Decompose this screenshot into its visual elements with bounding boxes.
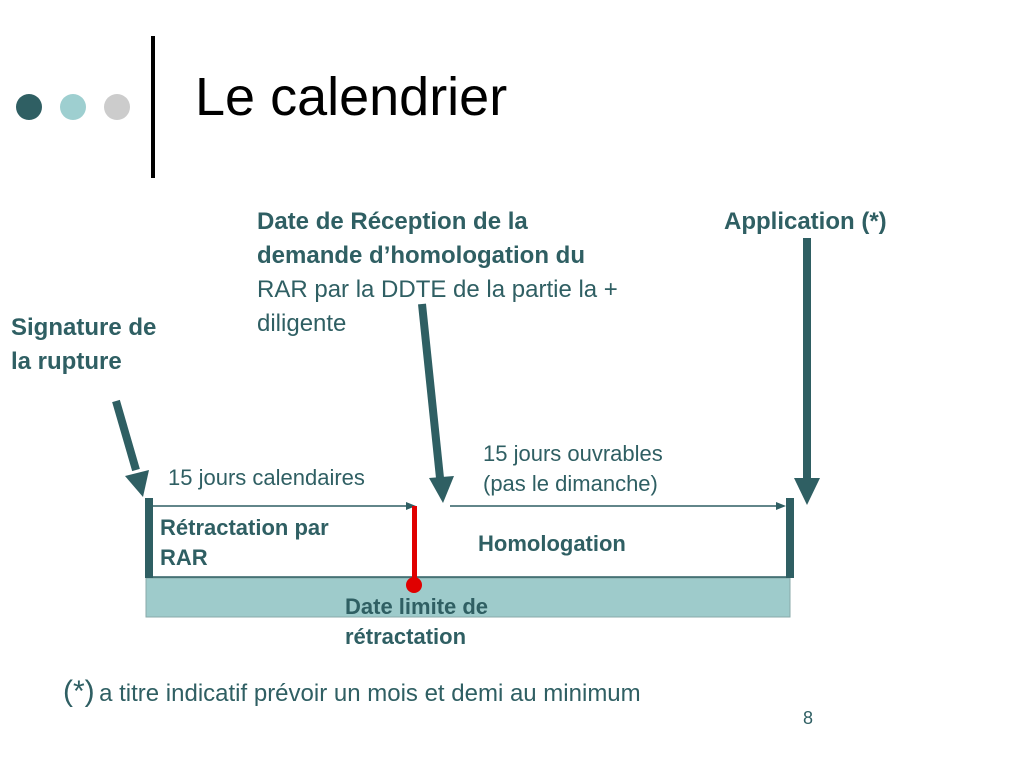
reception-label-line3: RAR par la DDTE de la partie la + [257,276,618,303]
period2-label [483,439,663,499]
page-title: Le calendrier [195,67,508,127]
period2-label-line2: (pas le dimanche) [483,471,658,496]
footnote-marker: (*) [63,675,95,708]
reception-label-line2: demande d’homologation du [257,242,585,269]
period1-label: 15 jours calendaires [168,465,365,490]
period2-arrowhead [776,502,786,510]
date-limite-label-line2: rétractation [345,624,467,649]
reception-label [257,205,717,341]
retractation-label [160,513,329,573]
signature-arrow-shaft [116,401,136,470]
signature-label-line2: la rupture [11,348,122,375]
date-limite-marker [412,506,417,584]
reception-label-line4: diligente [257,310,347,337]
application-arrow-shaft [803,238,811,478]
date-limite-label-line1: Date limite de [345,594,489,619]
footnote [63,675,641,709]
page-number: 8 [803,708,814,728]
period2-label-line1: 15 jours ouvrables [483,441,663,466]
date-limite-label [345,592,488,652]
reception-arrowhead [429,476,454,503]
signature-arrowhead [125,470,149,497]
start-bar [145,498,153,578]
application-label: Application (*) [724,208,887,235]
footnote-text: a titre indicatif prévoir un mois et demi au minimum [99,680,641,707]
signature-label-line1: Signature de [11,314,157,341]
retractation-label-line1: Rétractation par [160,515,329,540]
reception-label-line1: Date de Réception de la [257,208,528,235]
application-arrowhead [794,478,820,505]
signature-label [11,311,211,379]
end-bar [786,498,794,578]
retractation-label-line2: RAR [160,545,208,570]
date-limite-dot [406,577,422,593]
homologation-label: Homologation [478,531,626,556]
